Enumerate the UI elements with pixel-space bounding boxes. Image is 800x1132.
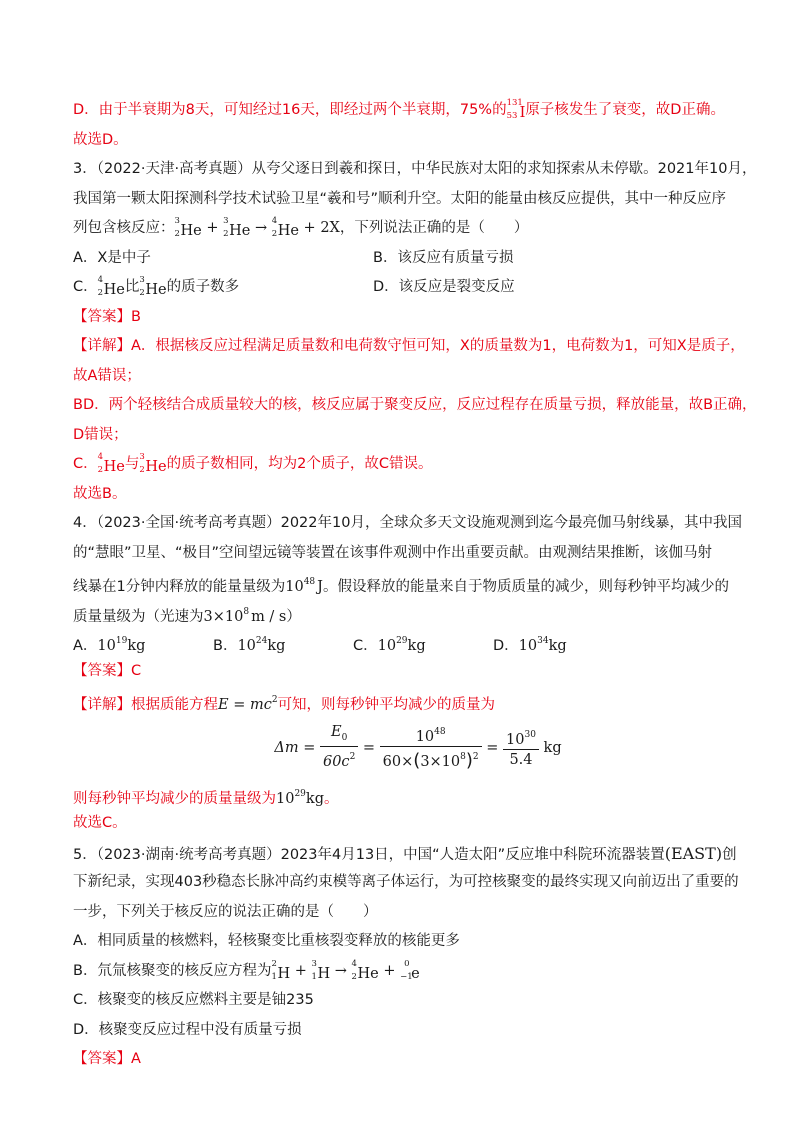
q5-option-d[interactable]: D．核聚变反应过程中没有质量亏损 (73, 1021, 302, 1038)
q3-choose: 故选B。 (73, 485, 127, 502)
fraction-1: $\frac{E_0}{60c^2}$ (320, 723, 358, 773)
option-d-explanation (73, 96, 733, 126)
q3-stem-line2: 我国第一颗太阳探测科学技术试验卫星“羲和号”顺利升空。太阳的能量由核反应提供，其中一种反应序 (73, 190, 727, 207)
q3-detail-line3: BD．两个轻核结合成质量较大的核，核反应属于聚变反应，反应过程存在质量亏损，释放能量，故B正确， (73, 397, 757, 413)
q4-option-b[interactable]: B．$10^{24}kg$ (213, 636, 286, 654)
q5-answer: 【答案】A (73, 1051, 141, 1067)
q3-options-cd (73, 273, 733, 303)
q3-detail-line4: D错误； (73, 426, 128, 443)
nuclide-i131: 131 53 I (506, 98, 526, 121)
q3-stem-line3: 列包含核反应： 3 2 He + 3 2 He → 4 2 He + 2X，下列说法正确的是（ ） (73, 216, 529, 239)
document-page (73, 96, 757, 1075)
q3-detail-line2: 故A错误； (73, 367, 141, 384)
q4-choose: 故选C。 (73, 815, 127, 831)
q5-stem-line3: 一步，下列关于核反应的说法正确的是（ ） (73, 903, 378, 920)
text: 原子核发生了衰变，故D正确。 (525, 102, 725, 118)
q3-detail-line5: C． 4 2 He与 3 2 He的质子数相同，均为2个质子，故C错误。 (73, 452, 433, 475)
choose-line: 故选D。 (73, 131, 128, 148)
q4-mass-formula: Δm = $\frac{E_0}{60c^2}$ = $\frac{10^{48}}{60\times(3\times 10^8)^2}$ = $\frac{10^{30}}{5.4}$ kg (274, 723, 562, 771)
q4-stem-line1: 4．（2023·全国·统考高考真题）2022年10月，全球众多天文设施观测到迄今最亮伽马射线暴，其中我国 (73, 515, 742, 531)
q4-stem-line2: 的“慧眼”卫星、“极目”空间望远镜等装置在该事件观测中作出重要贡献。由观测结果推断，该伽马射 (73, 544, 713, 561)
q4-stem-line3: 线暴在1分钟内释放的能量量级为$10^{48}$ J。假设释放的能量来自于物质质量的减少，则每秒钟平均减少的 (73, 577, 729, 595)
q5-option-a[interactable]: A．相同质量的核燃料，轻核聚变比重核裂变释放的核能更多 (73, 933, 460, 949)
q3-option-d[interactable]: D．该反应是裂变反应 (373, 279, 515, 295)
text: D．由于半衰期为8天，可知经过16天，即经过两个半衰期，75%的 (73, 102, 507, 118)
q3-option-c[interactable]: C． 4 2 He比 3 2 He的质子数多 (73, 275, 240, 298)
q3-answer: 【答案】B (73, 308, 141, 325)
q3-option-a[interactable]: A．X是中子 (73, 249, 151, 266)
q3-equation: 3 2 He + 3 2 He → 4 2 He + 2X (174, 216, 340, 239)
q4-conclusion: 则每秒钟平均减少的质量量级为$10^{29}kg$。 (73, 788, 339, 807)
q5-option-c[interactable]: C．核聚变的核反应燃料主要是铀235 (73, 992, 314, 1008)
fraction-2: $\frac{10^{48}}{60\times(3\times 10^8)^2}$ (380, 723, 482, 772)
q5-stem-line1: 5．（2023·湖南·统考高考真题）2023年4月13日，中国“人造太阳”反应堆中科院环流器装置(EAST)创 (73, 843, 737, 863)
q3-options-ab (73, 244, 733, 274)
q4-answer: 【答案】C (73, 662, 142, 679)
q3-option-b[interactable]: B．该反应有质量亏损 (373, 249, 514, 266)
q3-stem-line1: 3．（2022·天津·高考真题）从夸父逐日到羲和探日，中华民族对太阳的求知探索从未停歇。2021年10月， (73, 161, 757, 177)
q4-option-c[interactable]: C．$10^{29}kg$ (353, 636, 426, 654)
q4-detail: 【详解】根据质能方程$E = mc^2$可知，则每秒钟平均减少的质量为 (73, 695, 496, 713)
q4-stem-line4: 质量量级为（光速为$3\times 10^8$ m / s） (73, 606, 301, 625)
q5-equation: 2 1 H + 3 1 H → 4 2 He + 0 −1 e (271, 958, 420, 982)
q3-detail-line1: 【详解】A．根据核反应过程满足质量数和电荷数守恒可知，X的质量数为1，电荷数为1，可知X是质子， (73, 338, 745, 354)
q4-option-a[interactable]: A．$10^{19}kg$ (73, 636, 146, 654)
q5-stem-line2: 下新纪录，实现403秒稳态长脉冲高约束模等离子体运行，为可控核聚变的最终实现又向前迈出了重要的 (73, 874, 739, 890)
q5-option-b[interactable]: B．氘氚核聚变的核反应方程为 2 1 H + 3 1 H → 4 2 He + 0 −1 e (73, 958, 420, 982)
q4-option-d[interactable]: D．$10^{34}kg$ (493, 636, 567, 654)
fraction-3: $\frac{10^{30}}{5.4}$ (503, 726, 539, 770)
q4-options (73, 627, 733, 657)
